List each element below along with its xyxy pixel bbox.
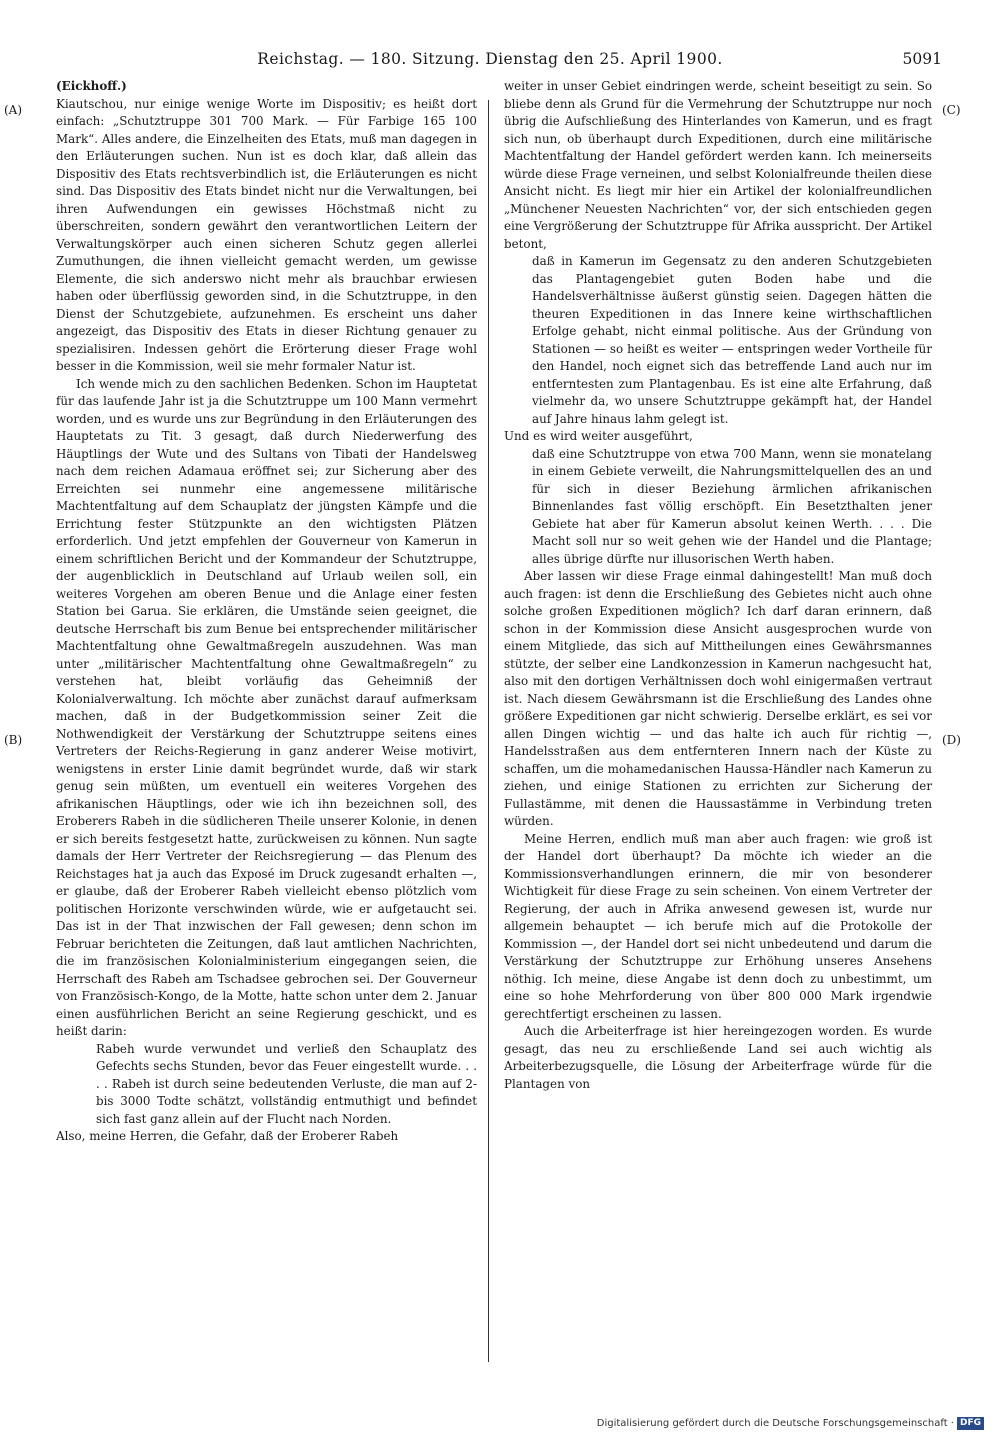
left-column [56, 78, 477, 1146]
credit-text: Digitalisierung gefördert durch die Deutsche Forschungsgemeinschaft · [596, 1418, 954, 1429]
paragraph: Und es wird weiter ausgeführt, [504, 429, 693, 443]
running-header [40, 50, 940, 74]
paragraph: Meine Herren, endlich muß man aber auch fragen: wie groß ist der Handel dort überhaupt? Da möchte ich wieder an die Kommissionsverhandlungen erinnern, die mir von besonderer Wichtigkeit für diese Frage zu sein scheinen. Von einem Vertreter der Regierung, der auch in Afrika anwesend gewesen ist, wurde nur allgemein behauptet — ich berufe mich auf die Protokolle der Kommission —, der Handel dort sei nicht unbedeutend und darum die Verstärkung der Schutztruppe zur Erhöhung unseres Ansehens nöthig. Ich meine, diese Angabe ist denn doch zu unbestimmt, um eine so hohe Mehrforderung von über 800 000 Mark irgendwie gerechtfertigt erscheinen zu lassen. [504, 831, 932, 1021]
paragraph: Auch die Arbeiterfrage ist hier hereingezogen worden. Es wurde gesagt, das neu zu erschließende Land sei auch wichtig als Arbeiterbezugsquelle, die Lösung der Arbeiterfrage würde für die Plantagen von [504, 1024, 932, 1091]
paragraph: Also, meine Herren, die Gefahr, daß der Eroberer Rabeh [56, 1129, 399, 1143]
digitization-credit [597, 1417, 984, 1430]
block-quote: daß in Kamerun im Gegensatz zu den anderen Schutzgebieten das Plantagengebiet guten Boden habe und die Handelsverhältnisse äußerst günstig seien. Dagegen hätten die theuren Expeditionen in das Innere keine wirthschaftlichen Erfolge gehabt, nicht einmal politische. Aus der Gründung von Stationen — so heißt es weiter — entspringen weder Vortheile für den Handel, noch eignet sich das betreffende Land auch nur im entferntesten zum Plantagenbau. Es ist eine alte Erfahrung, daß vielmehr da, wo unsere Schutztruppe gekämpft hat, der Handel auf Jahre hinaus lahm gelegt ist. [532, 254, 932, 426]
paragraph: weiter in unser Gebiet eindringen werde, scheint beseitigt zu sein. So bliebe denn als Grund für die Vermehrung der Schutztruppe nur noch übrig die Aufschließung des Hinterlandes von Kamerun, und es fragt sich nun, ob überhaupt durch Expeditionen, durch eine militärische Machtentfaltung der Handel gefördert werden kann. Ich meinerseits würde diese Frage verneinen, und selbst Kolonialfreunde theilen diese Ansicht nicht. Es liegt mir hier ein Artikel der kolonialfreundlichen „Münchener Neuesten Nachrichten“ vor, der sich entschieden gegen eine Vergrößerung der Schutztruppe für Afrika ausspricht. Der Artikel betont, [504, 79, 932, 251]
block-quote: Rabeh wurde verwundet und verließ den Schauplatz des Gefechts sechs Stunden, bevor das Feuer eingestellt wurde. . . . . Rabeh ist durch seine bedeutenden Verluste, die man auf 2- bis 3000 Todte schätzt, vollständig entmuthigt und befindet sich fast ganz allein auf der Flucht nach Norden. [96, 1041, 477, 1126]
paragraph: Kiautschou, nur einige wenige Worte im Dispositiv; es heißt dort einfach: „Schutztruppe 301 700 Mark. — Für Farbige 165 100 Mark“. Alles andere, die Einzelheiten des Etats, muß man dagegen in den Erläuterungen suchen. Nun ist es doch klar, daß allein das Dispositiv des Etats rechtsverbindlich ist, die Erläuterungen es nicht sind. Das Dispositiv des Etats bindet nicht nur die Verwaltungen, bei ihren Aufwendungen ein gewisses Höchstmaß nicht zu überschreiten, sondern gewährt den verantwortlichen Leitern der Verwaltungskörper auch einen sicheren Schutz gegen allerlei Zumuthungen, die ihnen vielleicht gemacht werden, um gewisse Elemente, die sich anderswo nicht mehr als brauchbar erwiesen haben oder überflüssig geworden sind, in die Schutztruppe, in den Dienst der Schutzgebiete, aufzunehmen. Es erscheint uns daher angezeigt, das Dispositiv des Etats in dieser Richtung genauer zu spezialisiren. Indessen gehört die Erörterung dieser Frage wohl besser in die Kommission, weil sie mehr formaler Natur ist. [56, 96, 477, 373]
paragraph: Ich wende mich zu den sachlichen Bedenken. Schon im Hauptetat für das laufende Jahr ist ja die Schutztruppe um 100 Mann vermehrt worden, und es wurde uns zur Begründung in den Erläuterungen des Hauptetats zu Tit. 3 gesagt, daß durch Niederwerfung des Häuptlings der Wute und des Sultans von Tibati der Handelsweg nach dem reichen Adamaua eröffnet sei; zur Sicherung aber des Erreichten sei nunmehr eine angemessene militärische Machtentfaltung auf dem Schauplatz der jüngsten Kämpfe und die Errichtung fester Stützpunkte an den wichtigsten Plätzen erforderlich. Und jetzt empfehlen der Gouverneur von Kamerun in einem schriftlichen Bericht und der Kommandeur der Schutztruppe, der augenblicklich in Deutschland auf Urlaub weilen soll, ein weiteres Vorgehen am oberen Benue und die Anlage einer festen Station bei Garua. Sie erklären, die Umstände seien geeignet, die deutsche Herrschaft bis zum Benue bei entsprechender militärischer Machtentfaltung ohne Gewaltmaßregeln auszudehnen. Was man unter „militärischer Machtentfaltung ohne Gewaltmaßregeln“ zu verstehen hat, bleibt vorläufig das Geheimniß der Kolonialverwaltung. Ich möchte aber zunächst darauf aufmerksam machen, daß in der Budgetkommission seiner Zeit die Nothwendigkeit der Verstärkung der Schutztruppe seitens eines Vertreters der Reichs-Regierung in ganz anderer Weise motivirt, wenigstens in erster Linie damit begründet wurde, daß wir stark genug sein müßten, um eventuell ein weiteres Vorgehen des afrikanischen Häuptlings, oder wie ich ihn bezeichnen soll, des Eroberers Rabeh in die südlicheren Theile unserer Kolonie, in denen er sich bereits festgesetzt hatte, zurückweisen zu können. Nun sagte damals der Herr Vertreter der Reichsregierung — das Plenum des Reichstages hat ja auch das Exposé im Druck zugesandt erhalten —, er glaube, daß der Eroberer Rabeh vielleicht ebenso plötzlich vom politischen Horizonte verschwinden würde, wie er aufgetaucht sei. Das ist in der That inzwischen der Fall gewesen; denn schon im Februar berichteten die Zeitungen, daß laut amtlichen Nachrichten, die im französischen Kolonialministerium eingegangen seien, die Herrschaft des Rabeh am Tschadsee gebrochen sei. Der Gouverneur von Französisch-Kongo, de la Motte, hatte schon unter dem 2. Januar einen ausführlichen Bericht an seine Regierung geschickt, und es heißt darin: [56, 376, 477, 1038]
block-quote: daß eine Schutztruppe von etwa 700 Mann, wenn sie monatelang in einem Gebiete verweilt, die Nahrungsmittelquellen des an und für sich in dieser Beziehung ärmlichen afrikanischen Binnenlandes fast völlig erschöpft. Ein Besetzthalten jener Gebiete hat aber für Kamerun absolut keinen Werth. . . . Die Macht soll nur so weit gehen wie der Handel und die Plantage; alles übrige dürfte nur illusorischen Werth haben. [532, 446, 932, 566]
speaker-name: (Eickhoff.) [56, 79, 127, 93]
right-column [504, 78, 932, 1093]
margin-marker-d: (D) [942, 733, 961, 747]
header-title: Reichstag. — 180. Sitzung. Dienstag den 25. April 1900. [257, 50, 723, 68]
column-divider [488, 100, 489, 1362]
margin-marker-a: (A) [4, 103, 23, 117]
paragraph: Aber lassen wir diese Frage einmal dahingestellt! Man muß doch auch fragen: ist denn die Erschließung des Gebietes nicht auch ohne solche großen Expeditionen möglich? Ich darf daran erinnern, daß schon in der Kommission diese Ansicht ausgesprochen wurde von einem Mitgliede, das sich auf Mittheilungen eines Gewährsmannes stützte, der selber eine Landkonzession in Kamerun nachgesucht hat, also mit den dortigen Verhältnissen doch wohl einigermaßen vertraut ist. Nach diesem Gewährsmann ist die Erschließung des Landes ohne größere Expeditionen gar nicht schwierig. Derselbe erklärt, es sei vor allen Dingen wichtig — und das halte ich auch für richtig —, Handelsstraßen aus dem entfernteren Innern nach der Küste zu schaffen, um die mohamedanischen Haussa-Händler nach Kamerun zu ziehen, und einige Stationen zu errichten zur Sicherung der Fullastämme, mit denen die Haussastämme in Verbindung treten würden. [504, 569, 932, 828]
dfg-logo-icon: DFG [957, 1417, 984, 1430]
page-number: 5091 [902, 50, 942, 68]
margin-marker-c: (C) [942, 103, 961, 117]
margin-marker-b: (B) [4, 733, 23, 747]
